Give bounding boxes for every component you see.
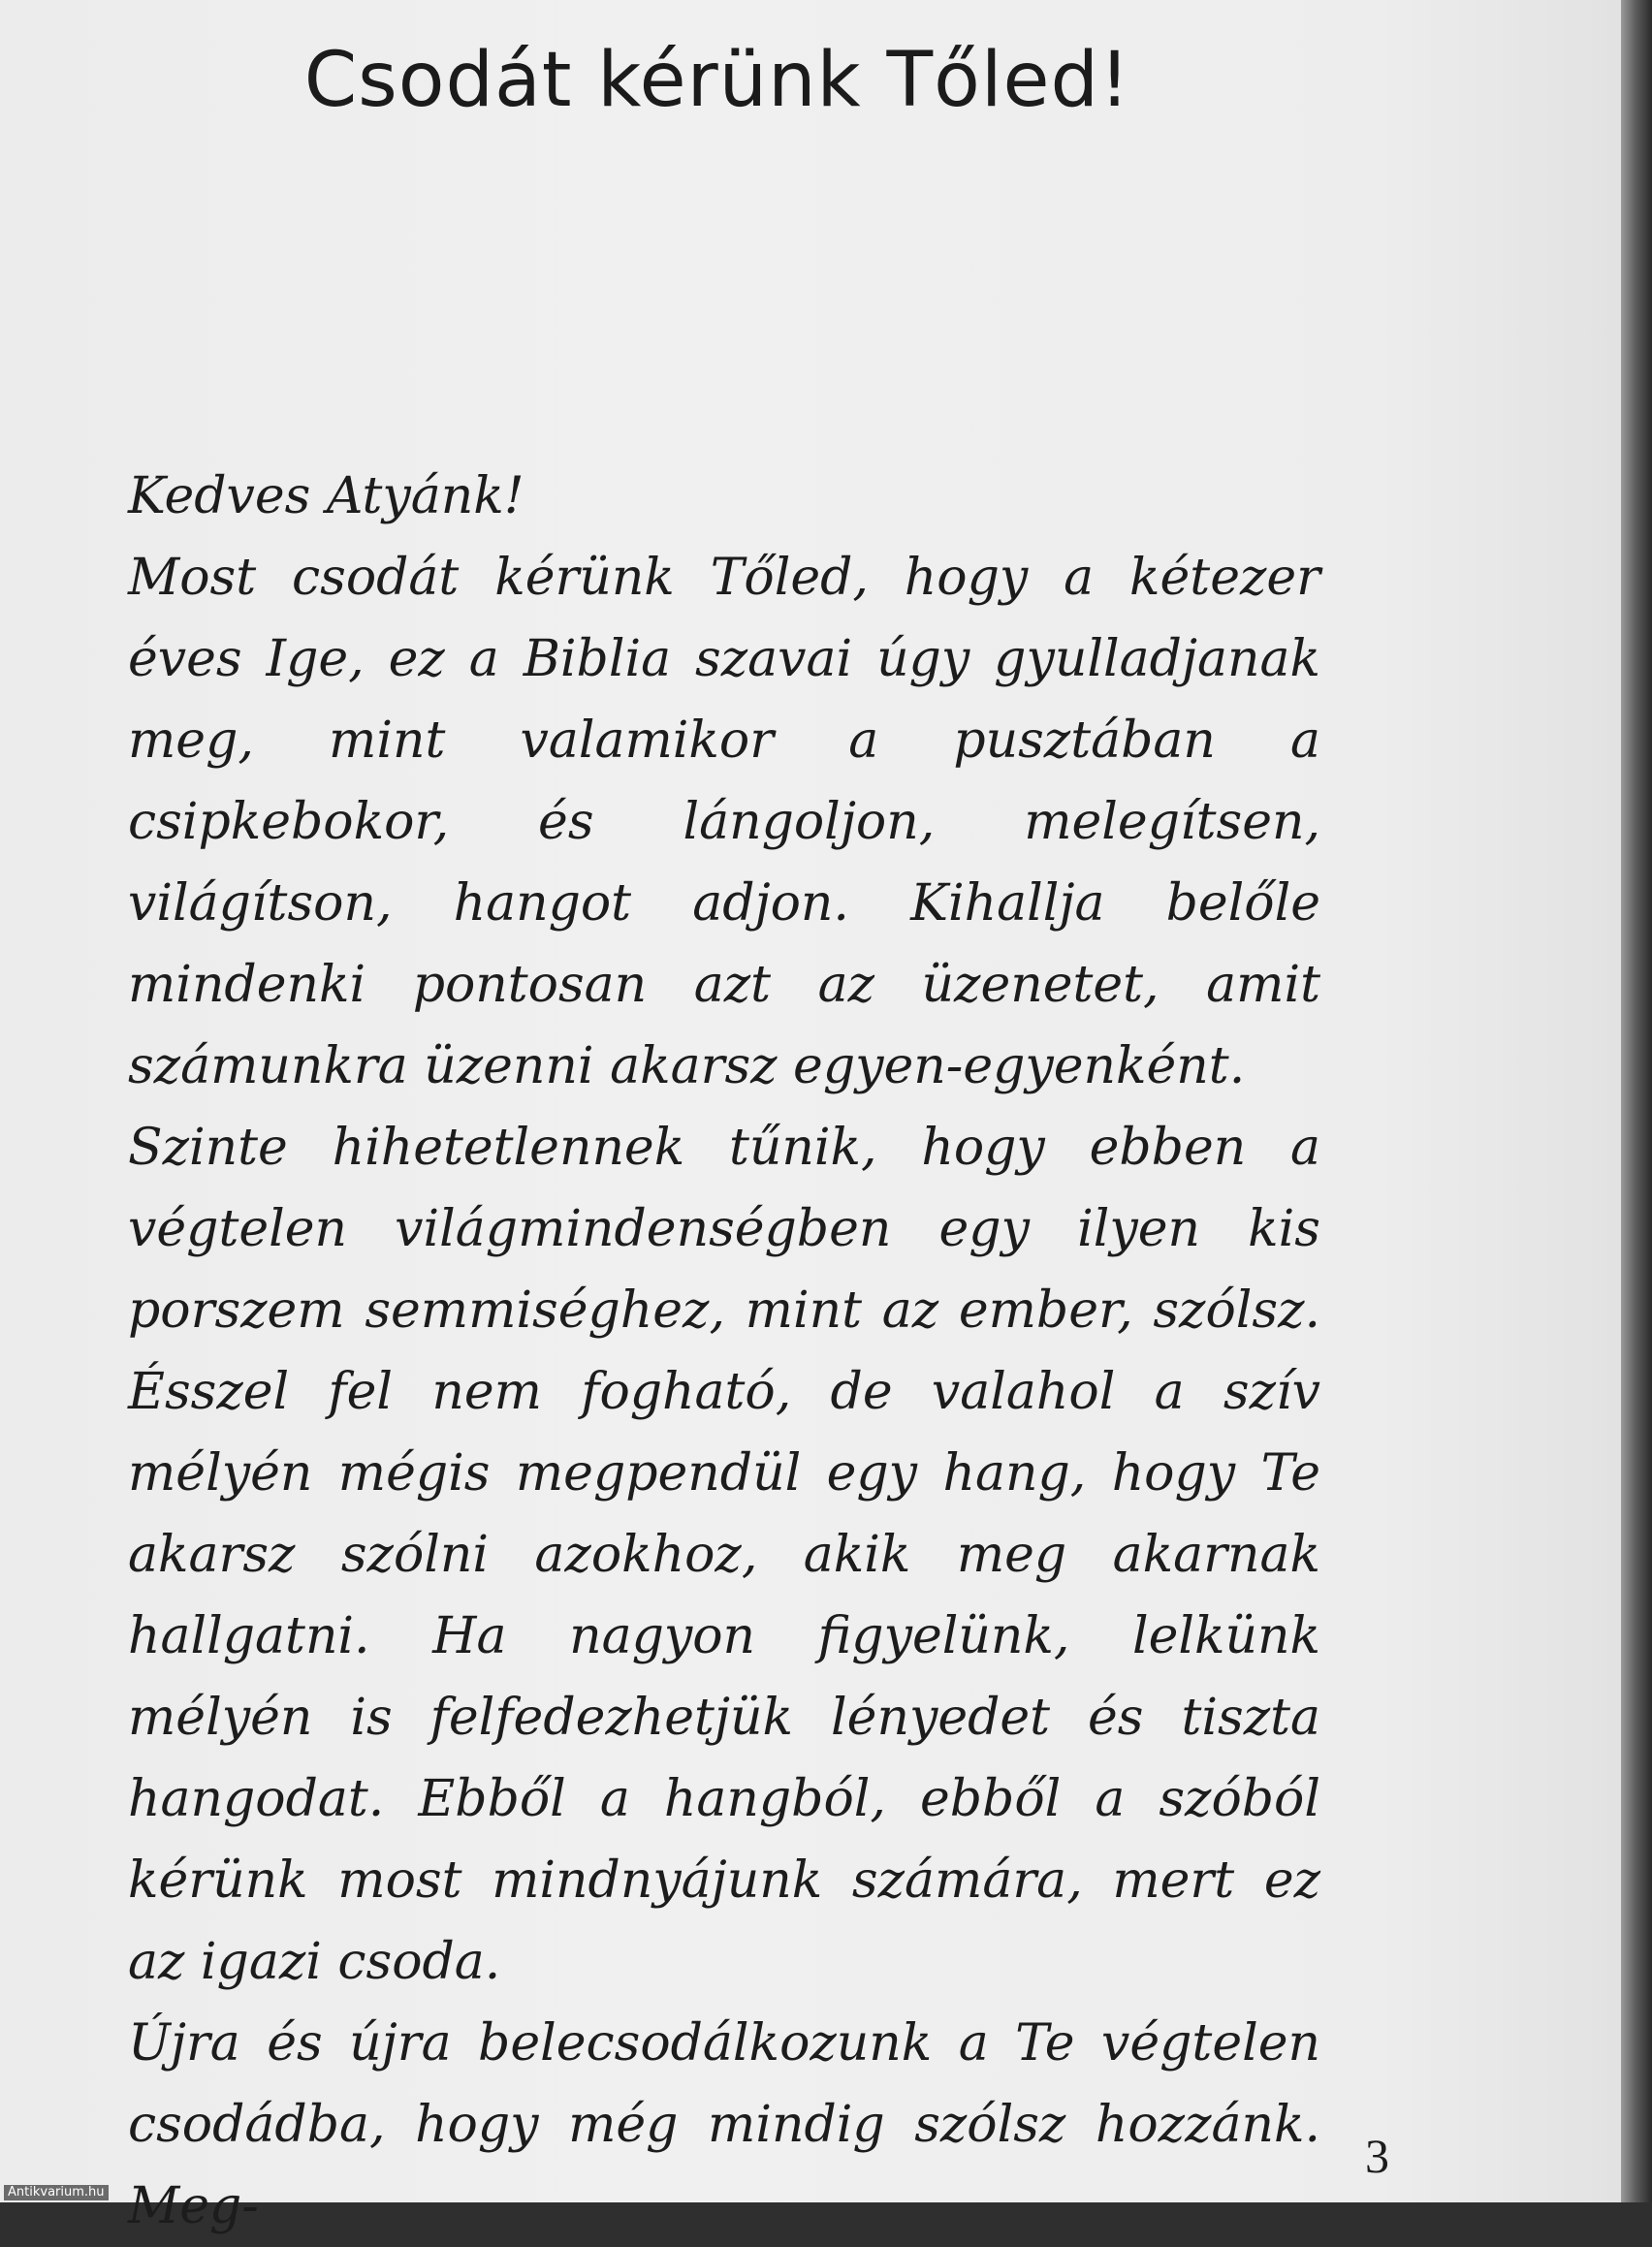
body-text [128, 456, 1320, 2247]
paragraph: Szinte hihetetlennek tűnik, hogy ebben a végtelen világmindenségben egy ilyen kis porszem semmiséghez, mint az ember, szólsz. Ésszel fel nem fogható, de valahol a szív mélyén mégis megpendül egy hang, hogy Te akarsz szólni azokhoz, akik meg akarnak hallgatni. Ha nagyon figyelünk, lelkünk mélyén is felfedezhetjük lényedet és tiszta hangodat. Ebből a hangból, ebből a szóból kérünk most mindnyájunk számára, mert ez az igazi csoda. [128, 1119, 1320, 1991]
page-number: 3 [1365, 2129, 1389, 2183]
paragraph: Újra és újra belecsodálkozunk a Te végtelen csodádba, hogy még mindig szólsz hozzánk. Meg- [128, 2014, 1320, 2235]
page-edge-shadow [1621, 0, 1652, 2202]
salutation: Kedves Atyánk! [128, 467, 524, 525]
watermark: Antikvarium.hu [4, 2185, 109, 2200]
paragraph: Most csodát kérünk Tőled, hogy a kétezer éves Ige, ez a Biblia szavai úgy gyulladjanak meg, mint valamikor a pusztában a csipkebokor, és lángoljon, melegítsen, világítson, hangot adjon. Kihallja belőle mindenki pontosan azt az üzenetet, amit számunkra üzenni akarsz egyen-egyenként. [128, 549, 1320, 1095]
page-title: Csodát kérünk Tőled! [303, 37, 1131, 124]
